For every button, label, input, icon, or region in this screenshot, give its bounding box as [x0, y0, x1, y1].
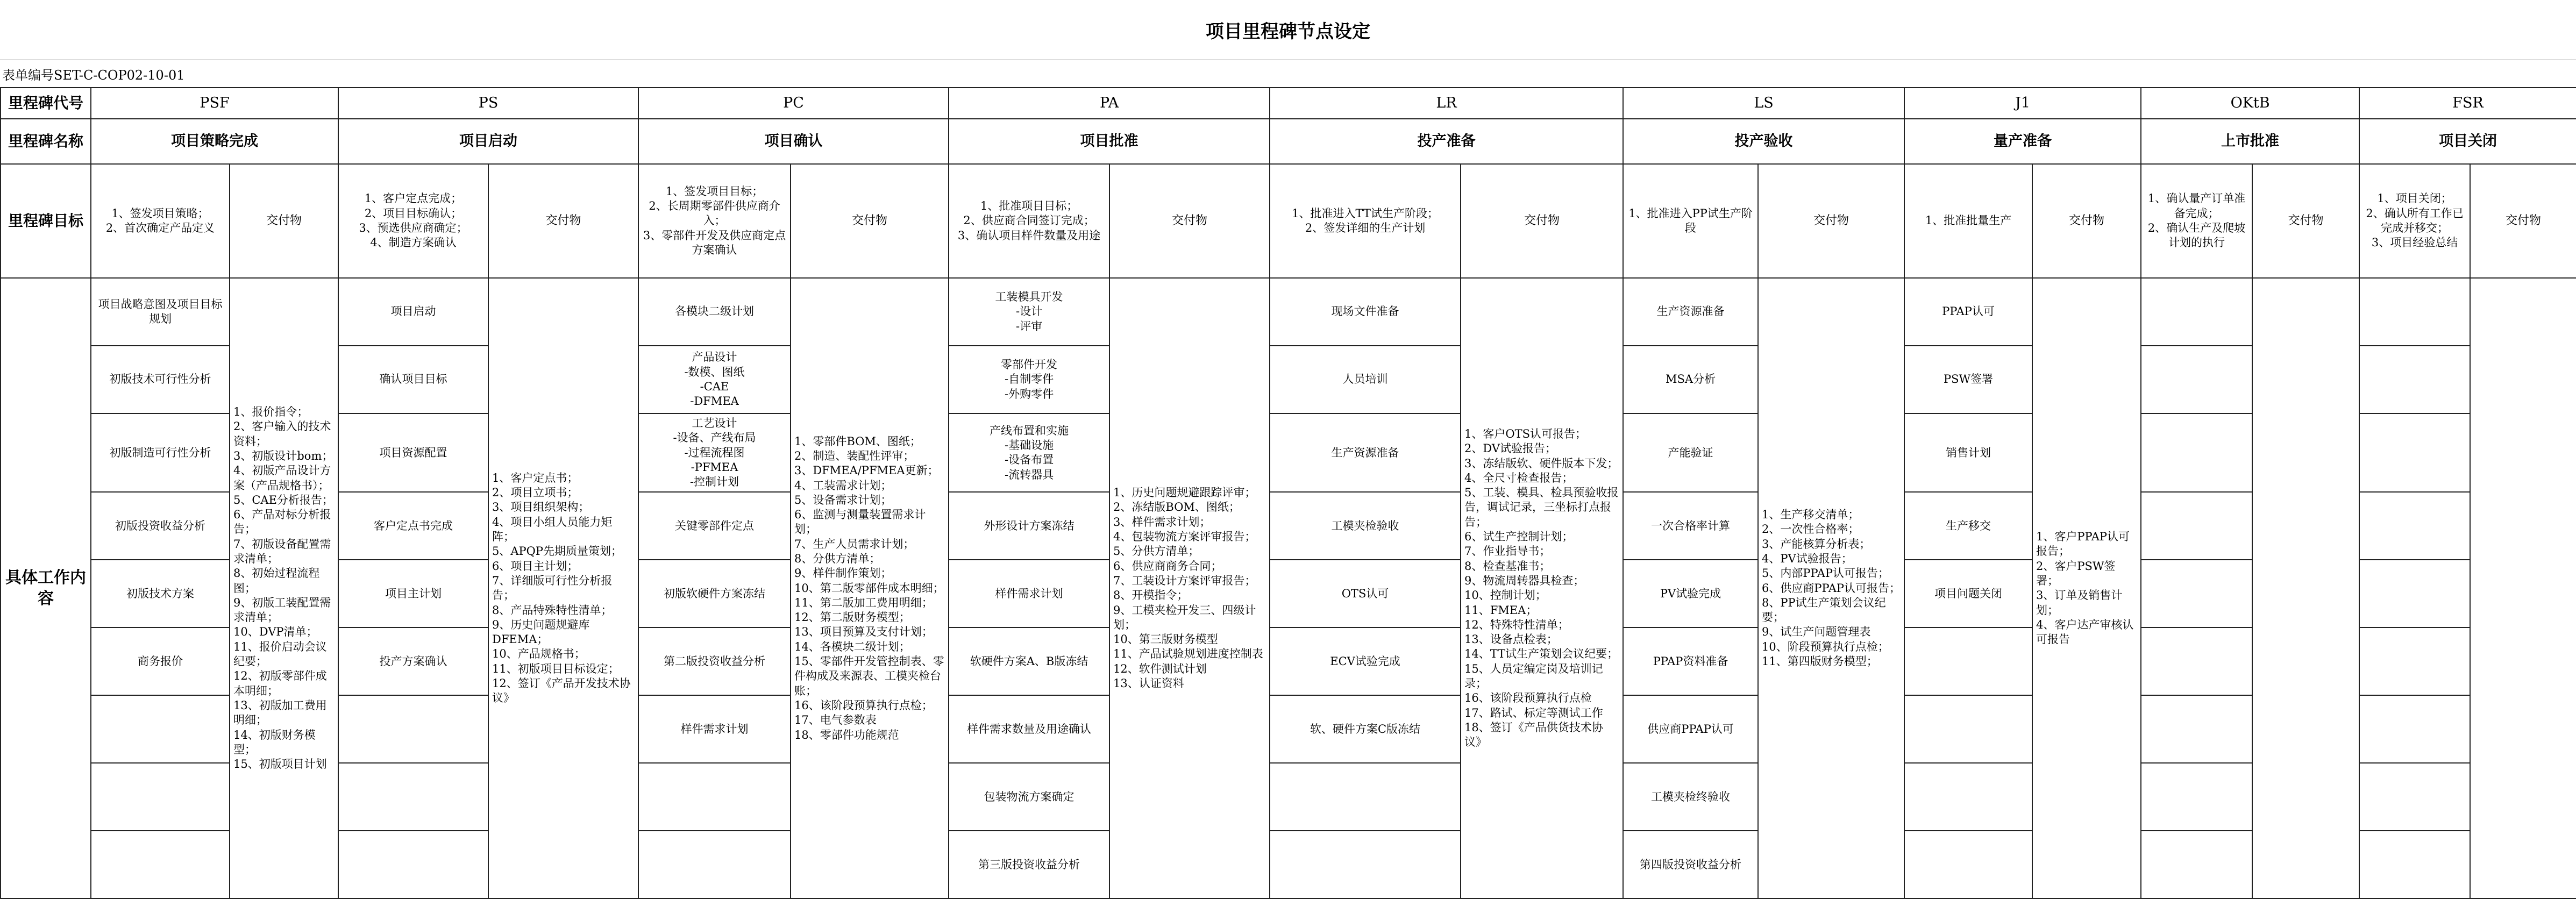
task-cell — [2141, 627, 2252, 695]
task-cell: MSA分析 — [1623, 346, 1758, 413]
task-cell: 生产移交 — [1904, 492, 2032, 560]
row-label-code: 里程碑代号 — [1, 88, 91, 119]
work-content-row — [1, 346, 2576, 413]
milestone-name-row — [1, 119, 2576, 164]
task-cell — [2359, 763, 2470, 831]
milestone-name: 项目启动 — [338, 119, 638, 164]
task-cell: 产品设计 -数模、图纸 -CAE -DFMEA — [638, 346, 791, 413]
deliverable-header: 交付物 — [791, 164, 949, 278]
milestone-code: LS — [1623, 88, 1904, 119]
task-cell — [91, 831, 230, 898]
milestone-goal: 1、确认量产订单准备完成； 2、确认生产及爬坡计划的执行 — [2141, 164, 2252, 278]
task-cell: 第二版投资收益分析 — [638, 627, 791, 695]
deliverable-header: 交付物 — [1461, 164, 1623, 278]
milestone-code: OKtB — [2141, 88, 2359, 119]
milestone-goal: 1、项目关闭； 2、确认所有工作已完成并移交； 3、项目经验总结 — [2359, 164, 2470, 278]
task-cell — [2359, 695, 2470, 763]
deliverables-list: 1、历史问题规避跟踪评审； 2、冻结版BOM、图纸； 3、样件需求计划； 4、包装物流方案评审报告； 5、分供方清单； 6、供应商商务合同； 7、工装设计方案评审报告； 8、开模指令； 9、工模夹检开发三、四级计划； 10、第三版财务模型 11、产品试验规划进度控制表 12、软件测试计划 13、认证资料 — [1109, 278, 1270, 898]
task-cell — [2141, 346, 2252, 413]
task-cell: 第四版投资收益分析 — [1623, 831, 1758, 898]
task-cell — [2141, 695, 2252, 763]
task-cell: 样件需求计划 — [949, 560, 1109, 627]
task-cell: 零部件开发 -自制零件 -外购零件 — [949, 346, 1109, 413]
task-cell — [91, 763, 230, 831]
task-cell: PPAP资料准备 — [1623, 627, 1758, 695]
work-content-row — [1, 413, 2576, 492]
deliverables-list: 1、生产移交清单； 2、一次性合格率； 3、产能核算分析表； 4、PV试验报告； 5、内部PPAP认可报告； 6、供应商PPAP认可报告； 8、PP试生产策划会议纪要； 9、试生产问题管理表 10、阶段预算执行点检； 11、第四版财务模型； — [1758, 278, 1904, 898]
task-cell: 软、硬件方案C版冻结 — [1270, 695, 1461, 763]
milestone-name: 投产验收 — [1623, 119, 1904, 164]
page-title: 项目里程碑节点设定 — [0, 0, 2576, 60]
task-cell — [2141, 763, 2252, 831]
milestone-name: 量产准备 — [1904, 119, 2141, 164]
row-label-name: 里程碑名称 — [1, 119, 91, 164]
task-cell — [2359, 492, 2470, 560]
milestone-code: J1 — [1904, 88, 2141, 119]
task-cell: 初版投资收益分析 — [91, 492, 230, 560]
task-cell: 投产方案确认 — [338, 627, 488, 695]
task-cell — [338, 695, 488, 763]
milestone-goal: 1、签发项目策略； 2、首次确定产品定义 — [91, 164, 230, 278]
task-cell: 工模夹检终验收 — [1623, 763, 1758, 831]
task-cell: 现场文件准备 — [1270, 278, 1461, 346]
task-cell: 包装物流方案确定 — [949, 763, 1109, 831]
task-cell: 初版软硬件方案冻结 — [638, 560, 791, 627]
task-cell: 产能验证 — [1623, 413, 1758, 492]
milestone-code-row — [1, 88, 2576, 119]
task-cell: 客户定点书完成 — [338, 492, 488, 560]
task-cell: OTS认可 — [1270, 560, 1461, 627]
milestone-table — [0, 87, 2576, 899]
task-cell: 外形设计方案冻结 — [949, 492, 1109, 560]
task-cell: 供应商PPAP认可 — [1623, 695, 1758, 763]
task-cell: PV试验完成 — [1623, 560, 1758, 627]
task-cell — [1904, 695, 2032, 763]
task-cell: PSW签署 — [1904, 346, 2032, 413]
task-cell — [91, 695, 230, 763]
task-cell: 销售计划 — [1904, 413, 2032, 492]
deliverable-header: 交付物 — [1758, 164, 1904, 278]
work-content-row — [1, 627, 2576, 695]
milestone-name: 项目关闭 — [2359, 119, 2576, 164]
task-cell: 各模块二级计划 — [638, 278, 791, 346]
task-cell — [2141, 560, 2252, 627]
milestone-code: PC — [638, 88, 949, 119]
milestone-name: 项目策略完成 — [91, 119, 338, 164]
milestone-goal: 1、批准进入PP试生产阶段 — [1623, 164, 1758, 278]
form-number: 表单编号SET-C-COP02-10-01 — [2, 68, 185, 83]
milestone-name: 投产准备 — [1270, 119, 1623, 164]
deliverables-list: 1、客户定点书； 2、项目立项书； 3、项目组织架构； 4、项目小组人员能力矩阵； 5、APQP先期质量策划； 6、项目主计划； 7、详细版可行性分析报告； 8、产品特殊特性清单； 9、历史问题规避库DFEMA； 10、产品规格书； 11、初版项目目标设定； 12、签订《产品开发技术协议》 — [488, 278, 638, 898]
task-cell — [2141, 413, 2252, 492]
milestone-code: LR — [1270, 88, 1623, 119]
task-cell — [1904, 831, 2032, 898]
task-cell — [1270, 831, 1461, 898]
task-cell: 一次合格率计算 — [1623, 492, 1758, 560]
task-cell: 生产资源准备 — [1270, 413, 1461, 492]
task-cell: 产线布置和实施 -基础设施 -设备布置 -流转器具 — [949, 413, 1109, 492]
milestone-goal: 1、批准批量生产 — [1904, 164, 2032, 278]
milestone-code: PS — [338, 88, 638, 119]
task-cell — [338, 831, 488, 898]
milestone-goal-row — [1, 164, 2576, 278]
task-cell: 样件需求数量及用途确认 — [949, 695, 1109, 763]
work-content-row — [1, 492, 2576, 560]
task-cell — [2141, 278, 2252, 346]
deliverables-list — [2252, 278, 2359, 898]
row-label-goal: 里程碑目标 — [1, 164, 91, 278]
task-cell: 项目资源配置 — [338, 413, 488, 492]
task-cell — [2359, 560, 2470, 627]
work-content-row — [1, 695, 2576, 763]
deliverable-header: 交付物 — [2252, 164, 2359, 278]
task-cell: 第三版投资收益分析 — [949, 831, 1109, 898]
milestone-name: 上市批准 — [2141, 119, 2359, 164]
task-cell: PPAP认可 — [1904, 278, 2032, 346]
task-cell: 初版技术方案 — [91, 560, 230, 627]
task-cell: 项目问题关闭 — [1904, 560, 2032, 627]
deliverables-list — [2470, 278, 2576, 898]
milestone-name: 项目确认 — [638, 119, 949, 164]
work-content-row — [1, 278, 2576, 346]
deliverable-header: 交付物 — [488, 164, 638, 278]
deliverable-header: 交付物 — [2032, 164, 2141, 278]
task-cell — [638, 763, 791, 831]
task-cell: ECV试验完成 — [1270, 627, 1461, 695]
work-content-row — [1, 763, 2576, 831]
task-cell: 样件需求计划 — [638, 695, 791, 763]
deliverable-header: 交付物 — [2470, 164, 2576, 278]
task-cell — [2359, 831, 2470, 898]
milestone-goal: 1、批准项目目标； 2、供应商合同签订完成； 3、确认项目样件数量及用途 — [949, 164, 1109, 278]
task-cell — [638, 831, 791, 898]
task-cell: 工艺设计 -设备、产线布局 -过程流程图 -PFMEA -控制计划 — [638, 413, 791, 492]
task-cell — [2141, 492, 2252, 560]
deliverables-list: 1、客户PPAP认可报告； 2、客户PSW签署； 3、订单及销售计划； 4、客户达产审核认可报告 — [2032, 278, 2141, 898]
task-cell: 工模夹检验收 — [1270, 492, 1461, 560]
task-cell: 工装模具开发 -设计 -评审 — [949, 278, 1109, 346]
milestone-goal: 1、签发项目目标； 2、长周期零部件供应商介入； 3、零部件开发及供应商定点方案确认 — [638, 164, 791, 278]
row-label-work: 具体工作内容 — [1, 278, 91, 898]
milestone-goal: 1、批准进入TT试生产阶段； 2、签发详细的生产计划 — [1270, 164, 1461, 278]
deliverable-header: 交付物 — [1109, 164, 1270, 278]
task-cell — [1270, 763, 1461, 831]
milestone-code: PSF — [91, 88, 338, 119]
deliverable-header: 交付物 — [230, 164, 338, 278]
deliverables-list: 1、零部件BOM、图纸； 2、制造、装配性评审； 3、DFMEA/PFMEA更新； 4、工装需求计划； 5、设备需求计划； 6、监测与测量装置需求计划； 7、生产人员需求计划； 8、分供方清单； 9、样件制作策划； 10、第二版零部件成本明细； 11、第二版加工费用明细； 12、第二版财务模型； 13、项目预算及支付计划； 14、各模块二级计划； 15、零部件开发管控制表、零件构成及来源表、工模夹检台账； 16、该阶段预算执行点检； 17、电气参数表 18、零部件功能规范 — [791, 278, 949, 898]
task-cell: 确认项目目标 — [338, 346, 488, 413]
deliverables-list: 1、报价指令； 2、客户输入的技术资料； 3、初版设计bom； 4、初版产品设计方案（产品规格书）； 5、CAE分析报告； 6、产品对标分析报告； 7、初版设备配置需求清单； 8、初始过程流程图； 9、初版工装配置需求清单； 10、DVP清单； 11、报价启动会议纪要； 12、初版零部件成本明细； 13、初版加工费用明细； 14、初版财务模型； 15、初版项目计划 — [230, 278, 338, 898]
task-cell — [1904, 627, 2032, 695]
task-cell: 商务报价 — [91, 627, 230, 695]
task-cell — [2359, 413, 2470, 492]
task-cell: 项目战略意图及项目目标规划 — [91, 278, 230, 346]
task-cell — [1904, 763, 2032, 831]
milestone-name: 项目批准 — [949, 119, 1270, 164]
task-cell: 项目启动 — [338, 278, 488, 346]
task-cell: 初版技术可行性分析 — [91, 346, 230, 413]
task-cell: 软硬件方案A、B版冻结 — [949, 627, 1109, 695]
milestone-code: PA — [949, 88, 1270, 119]
task-cell: 项目主计划 — [338, 560, 488, 627]
milestone-code: FSR — [2359, 88, 2576, 119]
task-cell: 初版制造可行性分析 — [91, 413, 230, 492]
task-cell — [2359, 278, 2470, 346]
task-cell — [2359, 627, 2470, 695]
task-cell — [338, 763, 488, 831]
milestone-goal: 1、客户定点完成； 2、项目目标确认； 3、预选供应商确定； 4、制造方案确认 — [338, 164, 488, 278]
task-cell — [2141, 831, 2252, 898]
task-cell: 生产资源准备 — [1623, 278, 1758, 346]
task-cell: 人员培训 — [1270, 346, 1461, 413]
deliverables-list: 1、客户OTS认可报告； 2、DV试验报告； 3、冻结版软、硬件版本下发； 4、全尺寸检查报告； 5、工装、模具、检具预验收报告，调试记录，三坐标打点报告； 6、试生产控制计划； 7、作业指导书； 8、检查基准书； 9、物流周转器具检查； 10、控制计划； 11、FMEA； 12、特殊特性清单； 13、设备点检表； 14、TT试生产策划会议纪要； 15、人员定编定岗及培训记录； 16、该阶段预算执行点检 17、路试、标定等测试工作 18、签订《产品供货技术协议》 — [1461, 278, 1623, 898]
task-cell: 关键零部件定点 — [638, 492, 791, 560]
task-cell — [2359, 346, 2470, 413]
work-content-row — [1, 831, 2576, 898]
work-content-row — [1, 560, 2576, 627]
